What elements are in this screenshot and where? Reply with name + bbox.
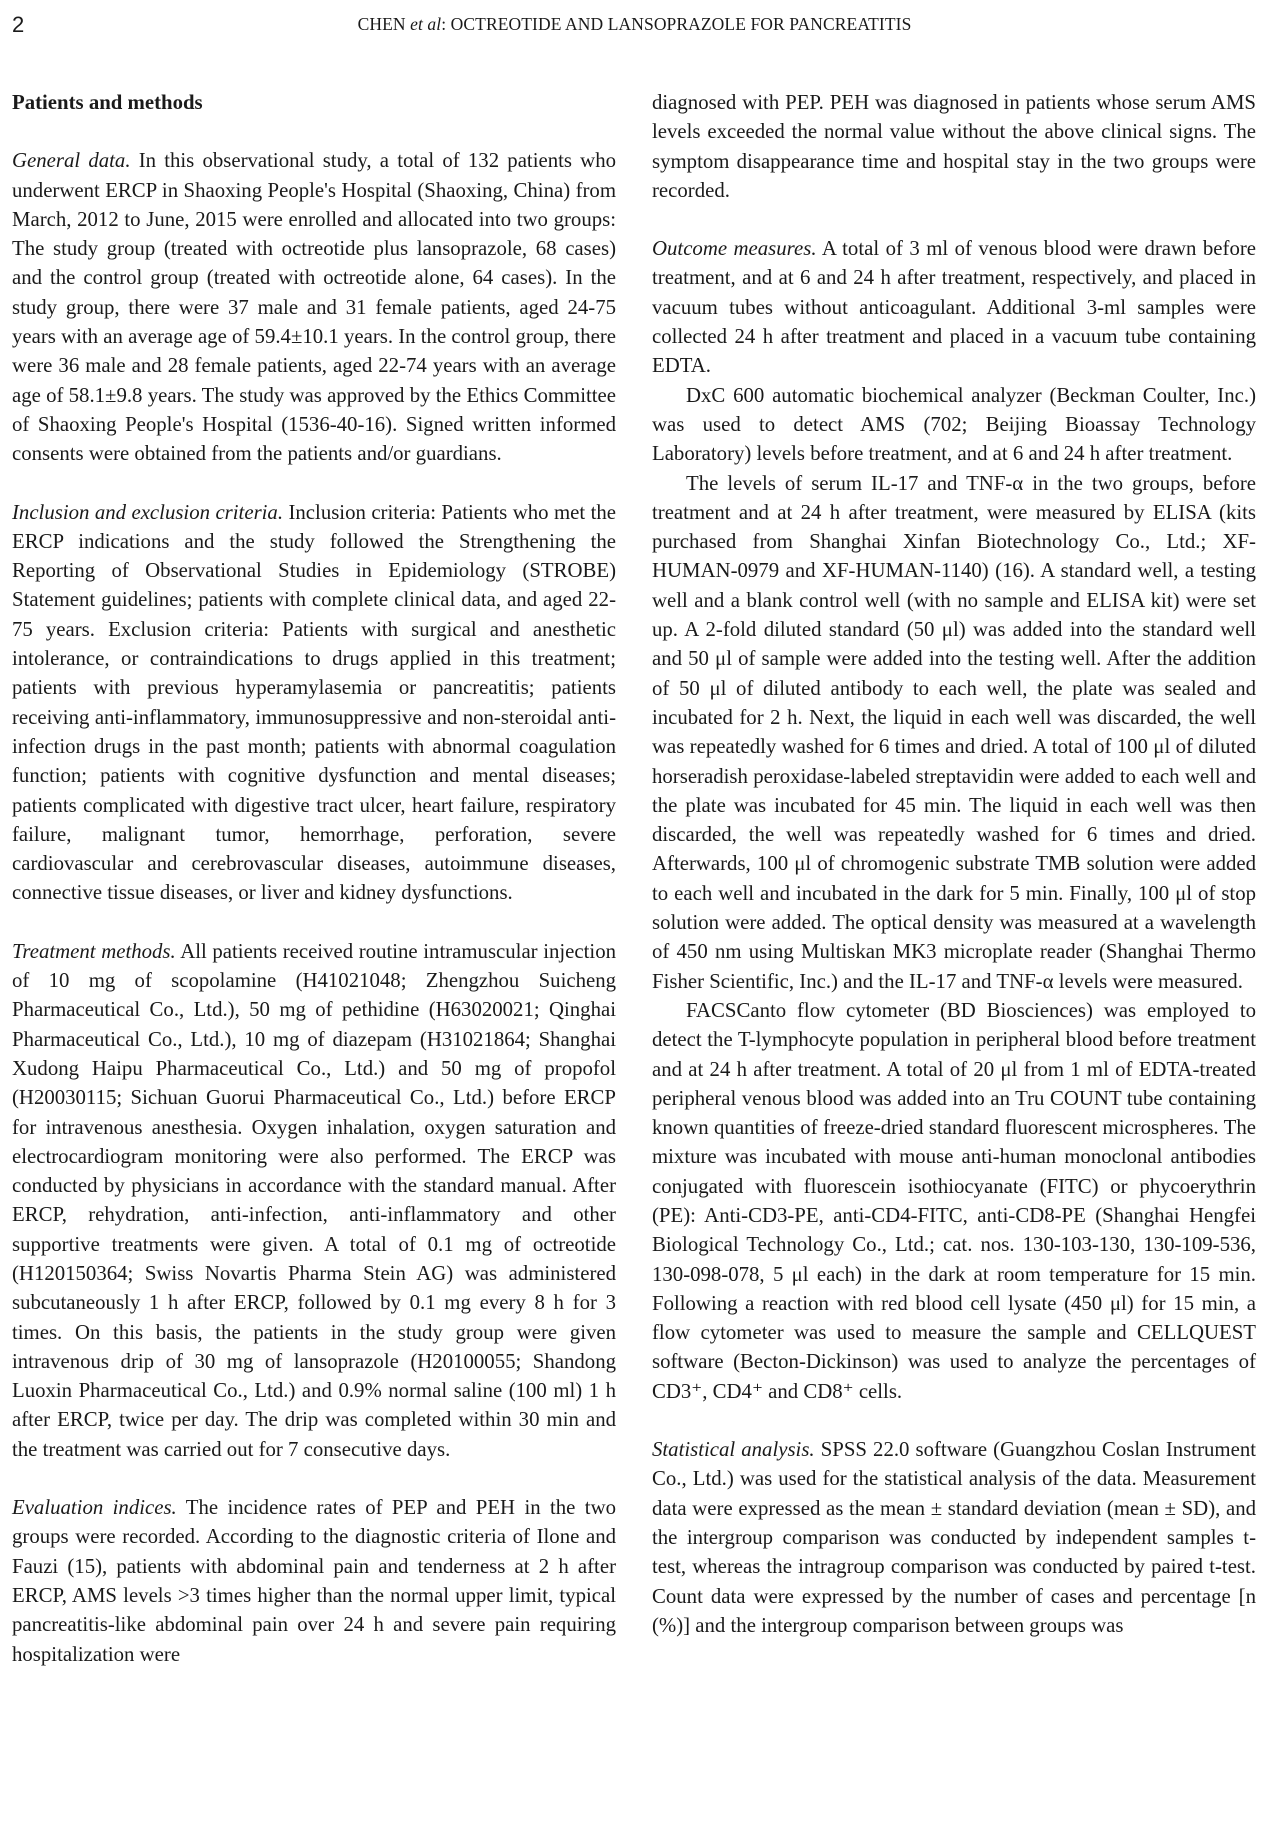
running-head xyxy=(0,12,1269,42)
text-outcome-measures: A total of 3 ml of venous blood were drawn before treatment, and at 6 and 24 h after treatment, respectively, and placed in vacuum tubes without anticoagulant. Additional 3-ml samples were collected 24 h after treatment and placed in a vacuum tube containing EDTA. xyxy=(652,237,1256,378)
page-number: 2 xyxy=(12,12,25,37)
text-general-data: In this observational study, a total of 132 patients who underwent ERCP in Shaoxing People's Hospital (Shaoxing, China) from March, 2012 to June, 2015 were enrolled and allocated into two groups: The study group (treated with octreotide plus lansoprazole, 68 cases) and the control group (treated with octreotide alone, 64 cases). In the study group, there were 37 male and 31 female patients, aged 24-75 years with an average age of 59.4±10.1 years. In the control group, there were 36 male and 28 female patients, aged 22-74 years with an average age of 58.1±9.8 years. The study was approved by the Ethics Committee of Shaoxing People's Hospital (1536-40-16). Signed written informed consents were obtained from the patients and/or guardians. xyxy=(12,149,616,466)
left-column xyxy=(12,88,616,1669)
subhead-outcome-measures: Outcome measures. xyxy=(652,237,817,261)
paragraph-statistical-analysis xyxy=(652,1435,1256,1640)
paragraph-evaluation-indices xyxy=(12,1493,616,1669)
text-treatment-methods: All patients received routine intramuscular injection of 10 mg of scopolamine (H41021048; Zhengzhou Suicheng Pharmaceutical Co., Ltd.), 50 mg of pethidine (H63020021; Qinghai Pharmaceutical Co., Ltd.), 10 mg of diazepam (H31021864; Shanghai Xudong Haipu Pharmaceutical Co., Ltd.) and 50 mg of propofol (H20030115; Sichuan Guorui Pharmaceutical Co., Ltd.) before ERCP for intravenous anesthesia. Oxygen inhalation, oxygen saturation and electrocardiogram monitoring were also performed. The ERCP was conducted by physicians in accordance with the standard manual. After ERCP, rehydration, anti-infection, anti-inflammatory and other supportive treatments were given. A total of 0.1 mg of octreotide (H120150364; Swiss Novartis Pharma Stein AG) was administered subcutaneously 1 h after ERCP, followed by 0.1 mg every 8 h for 3 times. On this basis, the patients in the study group were given intravenous drip of 30 mg of lansoprazole (H20100055; Shandong Luoxin Pharmaceutical Co., Ltd.) and 0.9% normal saline (100 ml) 1 h after ERCP, twice per day. The drip was completed within 30 min and the treatment was carried out for 7 consecutive days. xyxy=(12,939,616,1461)
subhead-inclusion-criteria: Inclusion and exclusion criteria. xyxy=(12,500,284,524)
running-title-et-al: et al xyxy=(410,14,442,34)
text-inclusion-criteria: Inclusion criteria: Patients who met the ERCP indications and the study followed the Strengthening the Reporting of Observational Studies in Epidemiology (STROBE) Statement guidelines; patients with complete clinical data, and aged 22-75 years. Exclusion criteria: Patients with surgical and anesthetic intolerance, or contraindications to drugs applied in this treatment; patients with previous hyperamylasemia or pancreatitis; patients receiving anti-inflammatory, immunosuppressive and non-steroidal anti-infection drugs in the past month; patients with abnormal coagulation function; patients with cognitive dysfunction and mental diseases; patients complicated with digestive tract ulcer, heart failure, respiratory failure, malignant tumor, hemorrhage, perforation, severe cardiovascular and cerebrovascular diseases, autoimmune diseases, connective tissue diseases, or liver and kidney dysfunctions. xyxy=(12,500,617,905)
text-evaluation-indices: The incidence rates of PEP and PEH in the two groups were recorded. According to the diagnostic criteria of Ilone and Fauzi (15), patients with abdominal pain and tenderness at 2 h after ERCP, AMS levels >3 times higher than the normal upper limit, typical pancreatitis-like abdominal pain over 24 h and severe pain requiring hospitalization were xyxy=(12,1496,616,1666)
paragraph-general-data xyxy=(12,146,616,468)
paragraph-treatment-methods xyxy=(12,937,616,1464)
subhead-evaluation-indices: Evaluation indices. xyxy=(12,1496,177,1520)
subhead-statistical-analysis: Statistical analysis. xyxy=(652,1438,815,1462)
paragraph-ams-detection: DxC 600 automatic biochemical analyzer (Beckman Coulter, Inc.) was used to detect AMS (702; Beijing Bioassay Technology Laboratory) levels before treatment, and at 6 and 24 h after treatment. xyxy=(652,383,1256,466)
text-statistical-analysis: SPSS 22.0 software (Guangzhou Coslan Instrument Co., Ltd.) was used for the statistical analysis of the data. Measurement data were expressed as the mean ± standard deviation (mean ± SD), and the intergroup comparison was conducted by independent samples t-test, whereas the intragroup comparison was conducted by paired t-test. Count data were expressed by the number of cases and percentage [n (%)] and the intergroup comparison between groups was xyxy=(652,1438,1256,1637)
paragraph-inclusion-criteria xyxy=(12,498,616,908)
subhead-general-data: General data. xyxy=(12,149,131,173)
section-heading-patients-methods: Patients and methods xyxy=(12,91,203,114)
paragraph-evaluation-continued: diagnosed with PEP. PEH was diagnosed in patients whose serum AMS levels exceeded the normal value without the above clinical signs. The symptom disappearance time and hospital stay in the two groups were recorded. xyxy=(652,91,1256,202)
paragraph-flow-cytometry: FACSCanto flow cytometer (BD Biosciences) was employed to detect the T-lymphocyte population in peripheral blood before treatment and at 24 h after treatment. A total of 20 μl from 1 ml of EDTA-treated peripheral venous blood was added into an Tru COUNT tube containing known quantities of freeze-dried standard fluorescent microspheres. The mixture was incubated with mouse anti-human monoclonal antibodies conjugated with fluorescein isothiocyanate (FITC) or phycoerythrin (PE): Anti-CD3-PE, anti-CD4-FITC, anti-CD8-PE (Shanghai Hengfei Biological Technology Co., Ltd.; cat. nos. 130-103-130, 130-109-536, 130-098-078, 5 μl each) in the dark at room temperature for 15 min. Following a reaction with red blood cell lysate (450 μl) for 15 min, a flow cytometer was used to measure the sample and CELLQUEST software (Becton-Dickinson) was used to analyze the percentages of CD3⁺, CD4⁺ and CD8⁺ cells. xyxy=(652,998,1256,1403)
running-title-text: : OCTREOTIDE AND LANSOPRAZOLE FOR PANCREATITIS xyxy=(441,14,912,34)
running-title-authors: CHEN xyxy=(357,14,406,34)
right-column xyxy=(652,88,1256,1640)
running-title xyxy=(0,14,1269,35)
subhead-treatment-methods: Treatment methods. xyxy=(12,939,176,963)
paragraph-outcome-measures xyxy=(652,234,1256,380)
paragraph-elisa: The levels of serum IL-17 and TNF-α in the two groups, before treatment and at 24 h after treatment, were measured by ELISA (kits purchased from Shanghai Xinfan Biotechnology Co., Ltd.; XF-HUMAN-0979 and XF-HUMAN-1140) (16). A standard well, a testing well and a blank control well (with no sample and ELISA kit) were set up. A 2-fold diluted standard (50 μl) was added into the standard well and 50 μl of sample were added into the testing well. After the addition of 50 μl of diluted antibody to each well, the plate was sealed and incubated for 2 h. Next, the liquid in each well was discarded, the well was repeatedly washed for 6 times and dried. A total of 100 μl of diluted horseradish peroxidase-labeled streptavidin were added to each well and the plate was incubated for 45 min. The liquid in each well was then discarded, the well was repeatedly washed for 6 times and dried. Afterwards, 100 μl of chromogenic substrate TMB solution were added to each well and incubated in the dark for 5 min. Finally, 100 μl of stop solution were added. The optical density was measured at a wavelength of 450 nm using Multiskan MK3 microplate reader (Shanghai Thermo Fisher Scientific, Inc.) and the IL-17 and TNF-α levels were measured. xyxy=(652,471,1256,993)
